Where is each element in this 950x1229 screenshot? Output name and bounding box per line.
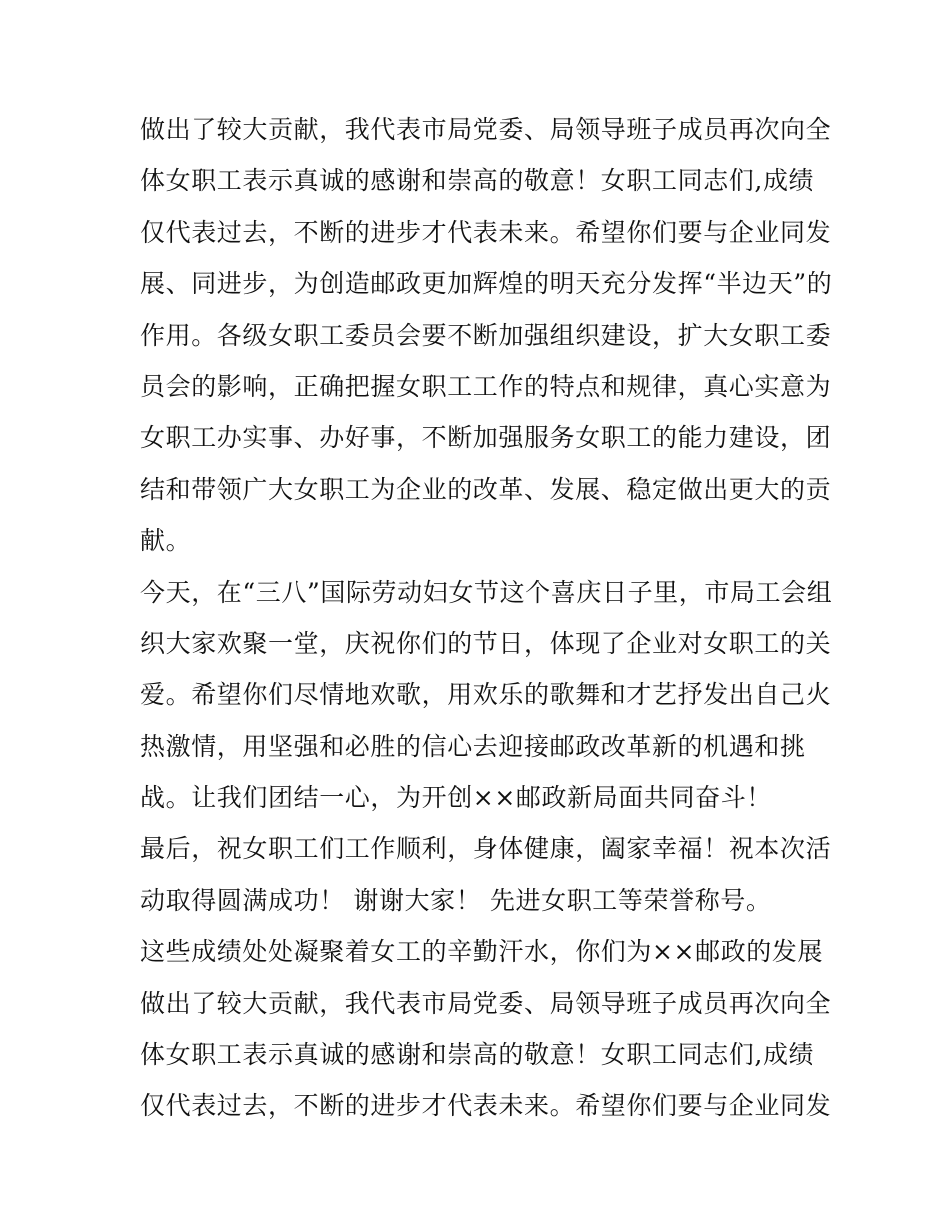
text-line: 仅代表过去，不断的进步才代表未来。希望你们要与企业同发: [140, 217, 832, 247]
text-line: 仅代表过去，不断的进步才代表未来。希望你们要与企业同发: [140, 1091, 832, 1121]
text-line: 做出了较大贡献，我代表市局党委、局领导班子成员再次向全: [140, 988, 832, 1018]
body-text: [140, 104, 833, 1132]
text-line: 体女职工表示真诚的感谢和崇高的敬意！女职工同志们,成绩: [140, 1040, 815, 1070]
text-line: 献。: [140, 526, 192, 556]
text-line: 战。让我们团结一心，为开创××邮政新局面共同奋斗！: [140, 783, 772, 813]
text-line: 织大家欢聚一堂，庆祝你们的节日，体现了企业对女职工的关: [140, 628, 832, 658]
text-line: 女职工办实事、办好事，不断加强服务女职工的能力建设，团: [140, 423, 832, 453]
text-line: 热激情，用坚强和必胜的信心去迎接邮政改革新的机遇和挑: [140, 731, 806, 761]
text-line: 展、同进步，为创造邮政更加辉煌的明天充分发挥“半边天”的: [140, 269, 833, 299]
text-line: 动取得圆满成功！ 谢谢大家！ 先进女职工等荣誉称号。: [140, 885, 772, 915]
text-line: 体女职工表示真诚的感谢和崇高的敬意！女职工同志们,成绩: [140, 166, 815, 196]
text-line: 爱。希望你们尽情地欢歌，用欢乐的歌舞和才艺抒发出自己火: [140, 680, 832, 710]
text-line: 做出了较大贡献，我代表市局党委、局领导班子成员再次向全: [140, 115, 832, 144]
text-line: 作用。各级女职工委员会要不断加强组织建设，扩大女职工委: [140, 320, 832, 350]
text-line: 员会的影响，正确把握女职工工作的特点和规律，真心实意为: [140, 371, 832, 401]
text-line: 今天，在“三八”国际劳动妇女节这个喜庆日子里，市局工会组: [140, 577, 833, 607]
text-line: 最后，祝女职工们工作顺利，身体健康，阖家幸福！祝本次活: [140, 834, 832, 864]
text-line: 这些成绩处处凝聚着女工的辛勤汗水，你们为××邮政的发展: [140, 937, 824, 967]
text-line: 结和带领广大女职工为企业的改革、发展、稳定做出更大的贡: [140, 474, 832, 504]
